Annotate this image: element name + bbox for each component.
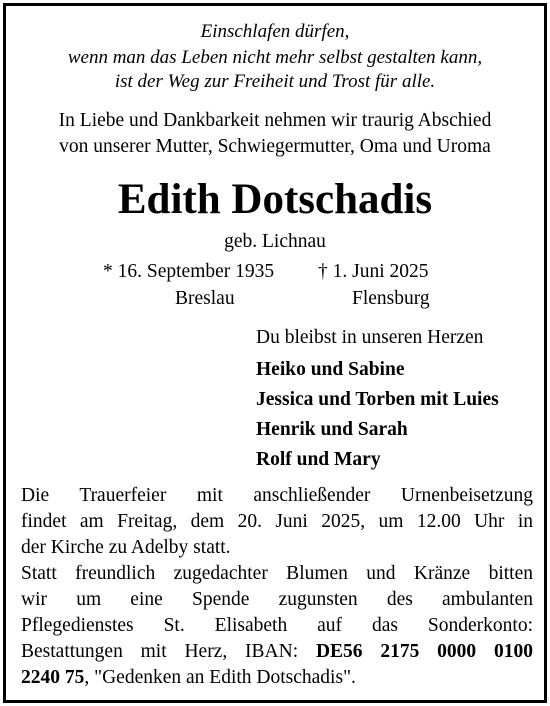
- poem-line-3: ist der Weg zur Freiheit und Trost für alle.: [114, 71, 436, 92]
- service-line-1: Die Trauerfeier mit anschließender Urnenbeisetzung: [21, 485, 533, 506]
- donation-line-1: Statt freundlich zugedachter Blumen und Kränze bitten: [21, 563, 533, 584]
- family-member-2: Jessica und Torben mit Luies: [256, 389, 499, 410]
- donation-line-3: Pflegedienstes St. Elisabeth auf das Sonderkonto:: [21, 615, 533, 636]
- deceased-name: Edith Dotschadis: [117, 176, 433, 223]
- service-line-2: findet am Freitag, dem 20. Juni 2025, um 12.00 Uhr in: [21, 511, 533, 532]
- intro-line-1: In Liebe und Dankbarkeit nehmen wir traurig Abschied: [58, 110, 492, 131]
- family-member-1: Heiko und Sabine: [256, 359, 405, 380]
- death-place: Flensburg: [352, 288, 430, 309]
- bank-account-label: Bestattungen mit Herz, IBAN:: [21, 641, 299, 662]
- donation-reference: , "Gedenken an Edith Dotschadis".: [84, 667, 356, 688]
- obituary-notice: [3, 3, 547, 703]
- family-member-3: Henrik und Sarah: [256, 419, 408, 440]
- iban-part-1: DE56 2175 0000 0100: [315, 641, 533, 662]
- poem-line-1: Einschlafen dürfen,: [200, 21, 350, 42]
- donation-line-4: [21, 640, 533, 664]
- farewell-text: Du bleibst in unseren Herzen: [256, 327, 484, 348]
- birth-date: * 16. September 1935: [103, 261, 275, 282]
- family-member-4: Rolf und Mary: [256, 449, 381, 470]
- donation-line-2: wir um eine Spende zugunsten des ambulanten: [21, 589, 533, 610]
- iban-part-2: 2240 75: [21, 667, 85, 688]
- intro-line-2: von unserer Mutter, Schwiegermutter, Oma und Uroma: [59, 136, 491, 157]
- service-line-3: der Kirche zu Adelby statt.: [21, 537, 231, 558]
- birth-place: Breslau: [175, 288, 235, 309]
- donation-line-5: [21, 666, 533, 690]
- death-date: † 1. Juni 2025: [318, 261, 429, 282]
- poem-line-2: wenn man das Leben nicht mehr selbst gestalten kann,: [67, 47, 483, 68]
- maiden-name: geb. Lichnau: [224, 231, 326, 252]
